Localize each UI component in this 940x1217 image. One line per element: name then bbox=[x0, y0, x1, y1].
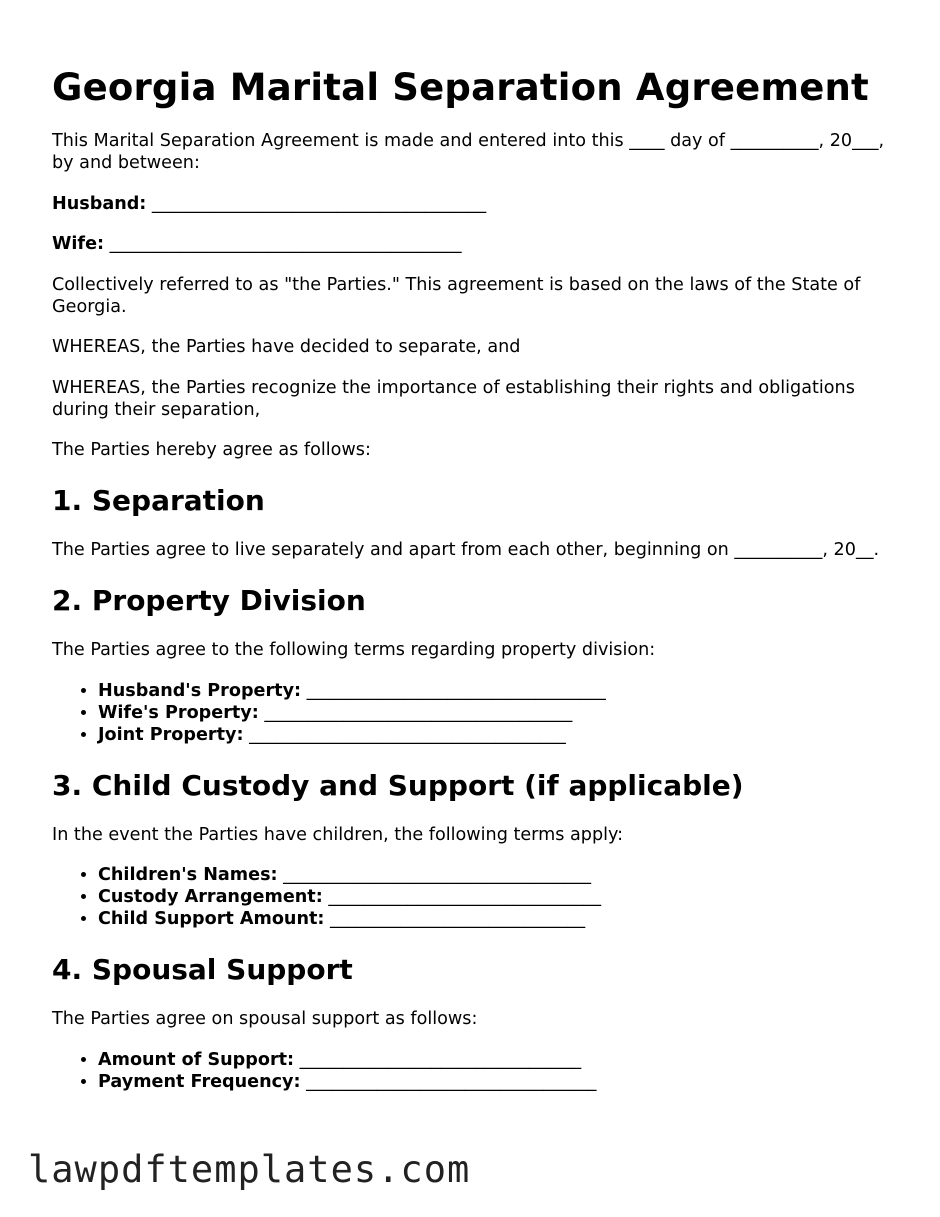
spousal-support-list bbox=[52, 1049, 900, 1093]
husband-blank: ______________________________________ bbox=[146, 193, 487, 214]
list-item bbox=[98, 680, 900, 702]
item-label: Wife's Property: bbox=[98, 702, 259, 723]
item-blank: ___________________________________ bbox=[277, 865, 592, 885]
site-watermark: lawpdftemplates.com bbox=[28, 1148, 471, 1191]
husband-line bbox=[52, 193, 900, 215]
list-item bbox=[98, 724, 900, 746]
husband-label: Husband: bbox=[52, 193, 147, 214]
collective-paragraph: Collectively referred to as "the Parties." This agreement is based on the laws of the State of Georgia. bbox=[52, 274, 861, 317]
section-heading-child-custody: 3. Child Custody and Support (if applicable) bbox=[52, 768, 744, 802]
section-text-spousal-support: The Parties agree on spousal support as follows: bbox=[52, 1009, 478, 1029]
list-item bbox=[98, 908, 900, 930]
agree-paragraph: The Parties hereby agree as follows: bbox=[52, 440, 371, 460]
item-blank: ___________________________________ bbox=[258, 702, 573, 723]
wife-line bbox=[52, 233, 900, 255]
list-item bbox=[98, 1071, 900, 1093]
item-blank: _____________________________ bbox=[324, 909, 586, 929]
whereas-paragraph-2: WHEREAS, the Parties recognize the importance of establishing their rights and obligations during their separation, bbox=[52, 377, 855, 420]
item-blank: _________________________________ bbox=[300, 1071, 597, 1092]
item-blank: ________________________________ bbox=[294, 1049, 582, 1070]
item-label: Joint Property: bbox=[98, 724, 244, 745]
section-text-separation: The Parties agree to live separately and apart from each other, beginning on __________, 20__. bbox=[52, 540, 880, 560]
document-title: Georgia Marital Separation Agreement bbox=[52, 66, 869, 109]
child-custody-list bbox=[52, 864, 900, 930]
section-heading-spousal-support: 4. Spousal Support bbox=[52, 953, 353, 986]
section-text-child-custody: In the event the Parties have children, the following terms apply: bbox=[52, 824, 624, 845]
section-heading-separation: 1. Separation bbox=[52, 484, 265, 517]
property-division-list bbox=[52, 680, 900, 746]
list-item bbox=[98, 886, 900, 908]
section-heading-property-division: 2. Property Division bbox=[52, 584, 366, 617]
item-label: Amount of Support: bbox=[98, 1049, 295, 1070]
section-text-property-division: The Parties agree to the following terms regarding property division: bbox=[52, 640, 656, 660]
item-blank: _______________________________ bbox=[322, 887, 602, 907]
list-item bbox=[98, 702, 900, 724]
item-label: Child Support Amount: bbox=[98, 909, 325, 929]
item-label: Children's Names: bbox=[98, 865, 278, 885]
item-blank: ____________________________________ bbox=[243, 724, 566, 745]
document-page bbox=[52, 64, 900, 1111]
intro-paragraph: This Marital Separation Agreement is made and entered into this ____ day of __________, 20___, by and between: bbox=[52, 131, 885, 173]
list-item bbox=[98, 864, 900, 886]
wife-label: Wife: bbox=[52, 234, 105, 254]
wife-blank: ________________________________________ bbox=[104, 234, 462, 254]
item-blank: __________________________________ bbox=[301, 680, 606, 701]
item-label: Custody Arrangement: bbox=[98, 887, 323, 907]
item-label: Payment Frequency: bbox=[98, 1071, 301, 1092]
list-item bbox=[98, 1049, 900, 1071]
item-label: Husband's Property: bbox=[98, 680, 302, 701]
whereas-paragraph-1: WHEREAS, the Parties have decided to separate, and bbox=[52, 337, 521, 357]
